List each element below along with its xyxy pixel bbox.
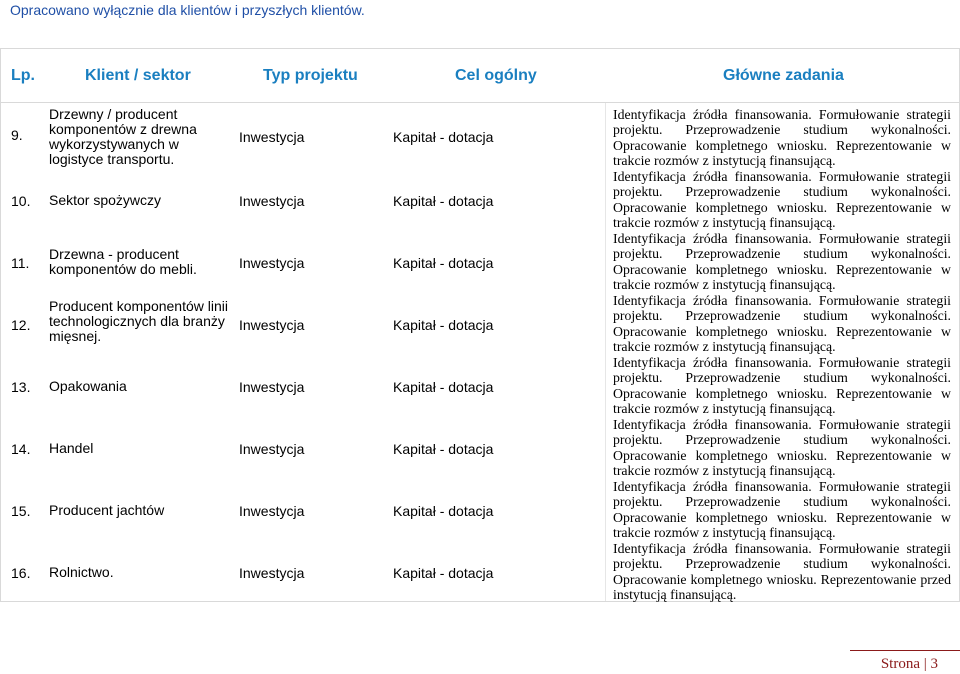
page-number: Strona | 3 bbox=[880, 656, 938, 672]
row-client: Producent komponentów linii technologicznych dla branży mięsnej. bbox=[49, 298, 228, 344]
column-divider bbox=[605, 103, 606, 601]
header-tasks: Główne zadania bbox=[723, 67, 844, 84]
row-client: Opakowania bbox=[49, 378, 127, 394]
row-task: Identyfikacja źródła finansowania. Formułowanie strategii projektu. Przeprowadzenie studium wykonalności. Opracowanie kompletnego wniosku. Reprezentowanie w trakcie rozmów z instytucją finansującą. bbox=[613, 479, 951, 541]
row-goal: Kapitał - dotacja bbox=[393, 441, 494, 457]
row-lp: 9. bbox=[11, 127, 23, 143]
projects-table bbox=[0, 48, 960, 602]
row-goal: Kapitał - dotacja bbox=[393, 503, 494, 519]
row-client: Handel bbox=[49, 440, 94, 456]
row-goal: Kapitał - dotacja bbox=[393, 193, 494, 209]
row-lp: 12. bbox=[11, 317, 31, 333]
row-task: Identyfikacja źródła finansowania. Formułowanie strategii projektu. Przeprowadzenie studium wykonalności. Opracowanie kompletnego wniosku. Reprezentowanie w trakcie rozmów z instytucją finansującą. bbox=[613, 231, 951, 293]
row-goal: Kapitał - dotacja bbox=[393, 565, 494, 581]
footer-divider bbox=[850, 650, 960, 651]
row-task: Identyfikacja źródła finansowania. Formułowanie strategii projektu. Przeprowadzenie studium wykonalności. Opracowanie kompletnego wniosku. Reprezentowanie w trakcie rozmów z instytucją finansującą. bbox=[613, 417, 951, 479]
row-task: Identyfikacja źródła finansowania. Formułowanie strategii projektu. Przeprowadzenie studium wykonalności. Opracowanie kompletnego wniosku. Reprezentowanie w trakcie rozmów z instytucją finansującą. bbox=[613, 355, 951, 417]
header-client: Klient / sektor bbox=[85, 67, 191, 84]
row-type: Inwestycja bbox=[239, 441, 305, 457]
row-task: Identyfikacja źródła finansowania. Formułowanie strategii projektu. Przeprowadzenie studium wykonalności. Opracowanie kompletnego wniosku. Reprezentowanie w trakcie rozmów z instytucją finansującą. bbox=[613, 169, 951, 231]
row-goal: Kapitał - dotacja bbox=[393, 255, 494, 271]
row-type: Inwestycja bbox=[239, 317, 305, 333]
header-goal: Cel ogólny bbox=[455, 67, 537, 84]
row-goal: Kapitał - dotacja bbox=[393, 379, 494, 395]
header-lp: Lp. bbox=[11, 67, 35, 84]
row-lp: 16. bbox=[11, 565, 31, 581]
row-type: Inwestycja bbox=[239, 503, 305, 519]
row-task: Identyfikacja źródła finansowania. Formułowanie strategii projektu. Przeprowadzenie studium wykonalności. Opracowanie kompletnego wniosku. Reprezentowanie w trakcie rozmów z instytucją finansującą. bbox=[613, 293, 951, 355]
row-task: Identyfikacja źródła finansowania. Formułowanie strategii projektu. Przeprowadzenie studium wykonalności. Opracowanie kompletnego wniosku. Reprezentowanie przed instytucją finansującą. bbox=[613, 541, 951, 603]
row-type: Inwestycja bbox=[239, 565, 305, 581]
row-lp: 10. bbox=[11, 193, 31, 209]
row-lp: 15. bbox=[11, 503, 31, 519]
header-type: Typ projektu bbox=[263, 67, 358, 84]
row-client: Drzewna - producent komponentów do mebli. bbox=[49, 246, 197, 277]
confidentiality-note: Opracowano wyłącznie dla klientów i przyszłych klientów. bbox=[10, 2, 365, 18]
row-type: Inwestycja bbox=[239, 379, 305, 395]
row-client: Drzewny / producent komponentów z drewna wykorzystywanych w logistyce transportu. bbox=[49, 106, 197, 167]
row-goal: Kapitał - dotacja bbox=[393, 129, 494, 145]
row-type: Inwestycja bbox=[239, 193, 305, 209]
row-client: Producent jachtów bbox=[49, 502, 165, 518]
row-task: Identyfikacja źródła finansowania. Formułowanie strategii projektu. Przeprowadzenie studium wykonalności. Opracowanie kompletnego wniosku. Reprezentowanie w trakcie rozmów z instytucją finansującą. bbox=[613, 107, 951, 169]
row-client: Sektor spożywczy bbox=[49, 192, 162, 208]
row-lp: 13. bbox=[11, 379, 31, 395]
row-client: Rolnictwo. bbox=[49, 564, 114, 580]
row-lp: 14. bbox=[11, 441, 31, 457]
table-header bbox=[1, 49, 959, 103]
row-type: Inwestycja bbox=[239, 255, 305, 271]
row-goal: Kapitał - dotacja bbox=[393, 317, 494, 333]
row-type: Inwestycja bbox=[239, 129, 305, 145]
row-lp: 11. bbox=[11, 255, 30, 271]
